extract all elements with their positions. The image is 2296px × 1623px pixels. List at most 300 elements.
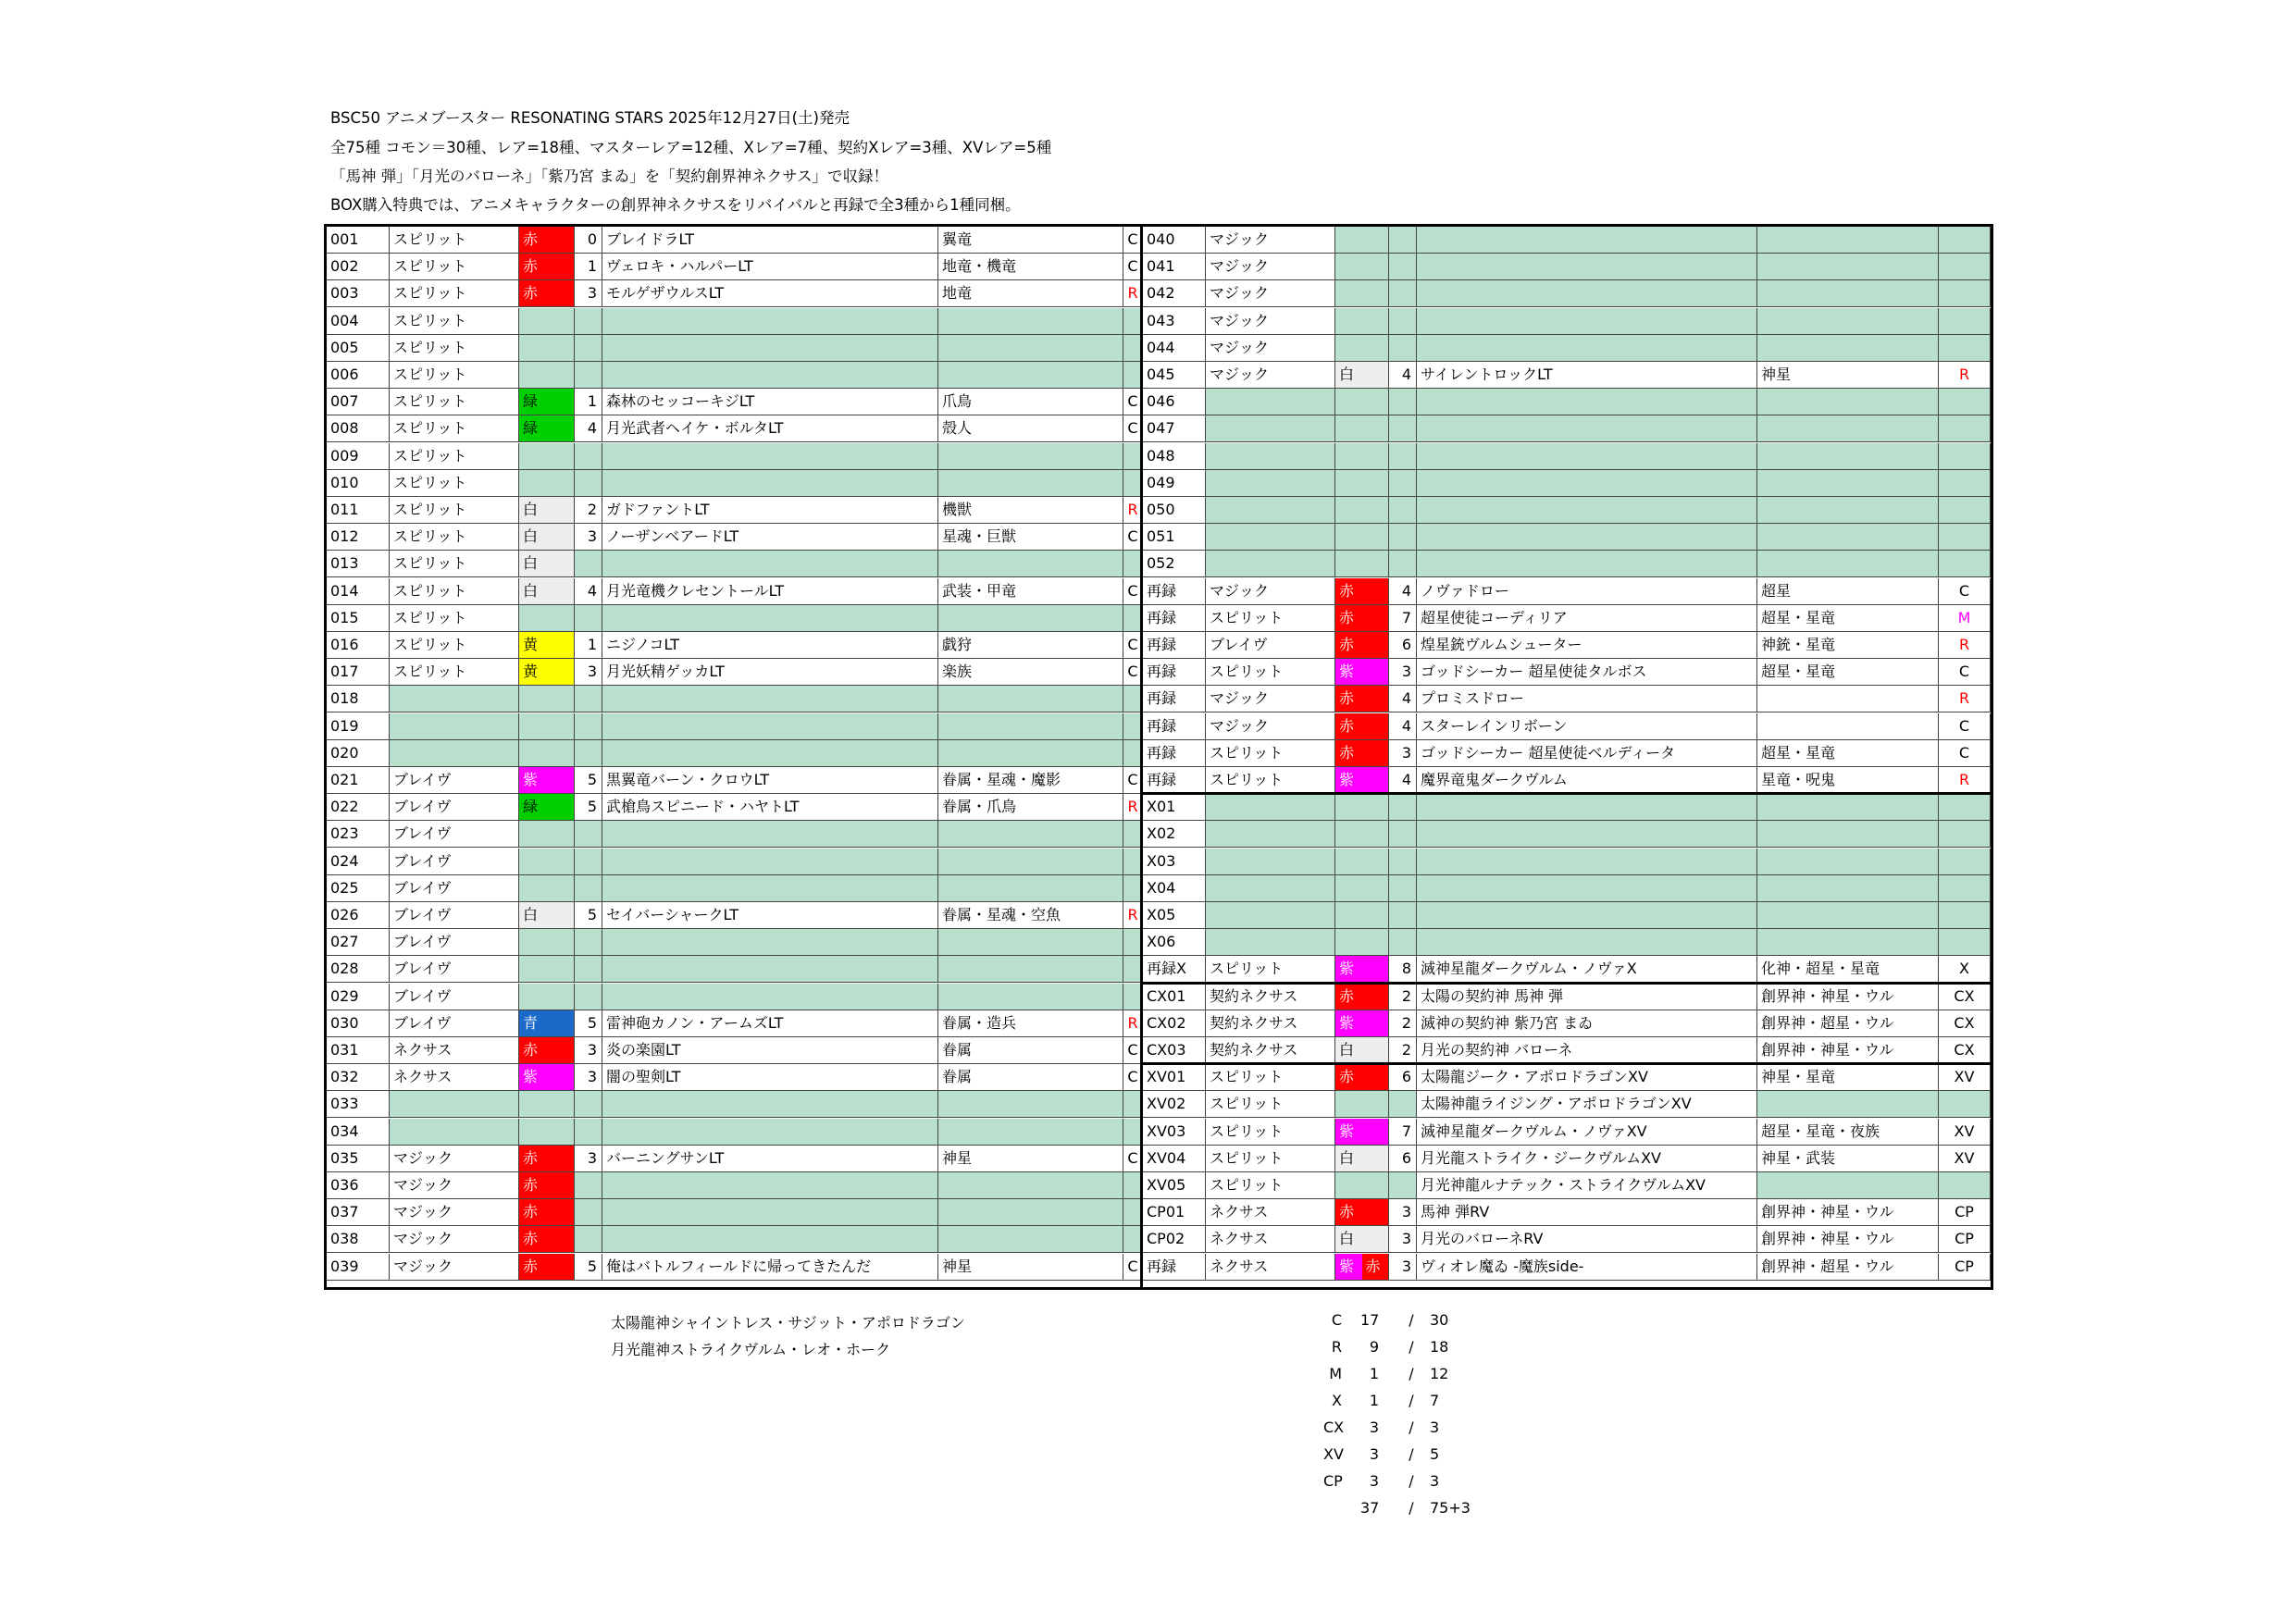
card-cost: [1389, 902, 1417, 929]
card-color: [519, 362, 575, 389]
card-type: スピリット: [390, 254, 519, 280]
card-number: 再録: [1143, 767, 1206, 794]
card-number: 052: [1143, 551, 1206, 577]
card-cost: [1389, 524, 1417, 551]
card-rarity: [1939, 551, 1991, 577]
card-type: マジック: [1206, 227, 1335, 254]
card-type: マジック: [390, 1226, 519, 1253]
card-name: [602, 470, 938, 497]
card-cost: [575, 1091, 602, 1118]
card-rarity: [1939, 443, 1991, 470]
card-rarity: C: [1123, 415, 1143, 442]
card-color: 赤: [519, 1254, 575, 1281]
card-name: [1417, 551, 1757, 577]
card-family: [1757, 551, 1939, 577]
card-cost: [575, 470, 602, 497]
card-rarity: R: [1123, 902, 1143, 929]
card-type: スピリット: [390, 551, 519, 577]
card-number: CX03: [1143, 1037, 1206, 1064]
card-number: X06: [1143, 929, 1206, 956]
card-color: 紫: [519, 767, 575, 794]
card-rarity: C: [1123, 1146, 1143, 1172]
card-family: 地竜・機竜: [938, 254, 1123, 280]
card-type: [1206, 821, 1335, 848]
card-name: ヴェロキ・ハルパーLT: [602, 254, 938, 280]
card-family: 眷属: [938, 1064, 1123, 1091]
card-cost: [1389, 875, 1417, 902]
card-type: [1206, 929, 1335, 956]
card-number: 043: [1143, 308, 1206, 335]
card-color-primary: 紫: [1335, 1254, 1362, 1280]
card-cost: 3: [575, 659, 602, 686]
card-name: [1417, 280, 1757, 307]
card-number: 044: [1143, 335, 1206, 362]
card-family: 超星・星竜・夜族: [1757, 1119, 1939, 1146]
card-name: [602, 605, 938, 632]
card-family: [1757, 280, 1939, 307]
group-divider: [1143, 1062, 1991, 1065]
card-family: [1757, 849, 1939, 875]
card-type: [1206, 497, 1335, 524]
card-name: 太陽神龍ライジング・アポロドラゴンXV: [1417, 1091, 1757, 1118]
card-cost: [1389, 280, 1417, 307]
card-color: [519, 605, 575, 632]
card-type: [1206, 849, 1335, 875]
card-type: マジック: [1206, 686, 1335, 712]
card-family: [938, 470, 1123, 497]
column-divider: [1140, 227, 1143, 1287]
card-name: [1417, 470, 1757, 497]
card-number: 再録: [1143, 713, 1206, 740]
card-name: プロミスドロー: [1417, 686, 1757, 712]
card-type: ブレイヴ: [390, 875, 519, 902]
card-rarity: C: [1123, 254, 1143, 280]
card-cost: [1389, 1091, 1417, 1118]
card-number: 再録: [1143, 605, 1206, 632]
card-family: 神星: [938, 1146, 1123, 1172]
card-rarity: [1939, 227, 1991, 254]
card-name: [602, 849, 938, 875]
card-rarity: CX: [1939, 1037, 1991, 1064]
card-number: 045: [1143, 362, 1206, 389]
card-color: 赤: [1335, 1199, 1389, 1226]
card-name: バーニングサンLT: [602, 1146, 938, 1172]
card-color: [519, 929, 575, 956]
card-number: 再録: [1143, 659, 1206, 686]
card-name: [602, 1119, 938, 1146]
card-name: 滅神の契約神 紫乃宮 まゐ: [1417, 1010, 1757, 1037]
card-type: スピリット: [390, 632, 519, 659]
card-number: 048: [1143, 443, 1206, 470]
card-color: 紫: [1335, 1010, 1389, 1037]
card-color: 赤: [1335, 686, 1389, 712]
card-name: ノーザンベアードLT: [602, 524, 938, 551]
card-color: [519, 1119, 575, 1146]
card-type: スピリット: [1206, 605, 1335, 632]
card-name: [1417, 335, 1757, 362]
card-name: [602, 551, 938, 577]
card-cost: 3: [575, 1064, 602, 1091]
card-color: [1335, 794, 1389, 821]
card-family: [1757, 335, 1939, 362]
card-color: 赤: [1335, 713, 1389, 740]
card-family: [938, 1172, 1123, 1199]
card-cost: 4: [1389, 362, 1417, 389]
card-cost: 3: [575, 524, 602, 551]
card-number: 017: [327, 659, 390, 686]
card-type: スピリット: [390, 308, 519, 335]
card-number: 009: [327, 443, 390, 470]
card-name: 闇の聖剣LT: [602, 1064, 938, 1091]
card-cost: [575, 740, 602, 767]
card-name: 超星使徒コーディリア: [1417, 605, 1757, 632]
card-cost: [1389, 929, 1417, 956]
card-cost: [575, 1199, 602, 1226]
tally-total: 7: [1430, 1392, 1440, 1409]
card-cost: [575, 551, 602, 577]
card-rarity: C: [1123, 578, 1143, 605]
card-cost: 5: [575, 1254, 602, 1281]
card-cost: [575, 929, 602, 956]
card-rarity: C: [1123, 1064, 1143, 1091]
card-rarity: C: [1123, 1037, 1143, 1064]
card-rarity: R: [1939, 362, 1991, 389]
card-cost: [575, 984, 602, 1010]
card-type: [1206, 389, 1335, 415]
tally-r: CX: [1323, 1419, 1345, 1436]
header-composition: 全75種 コモン＝30種、レア=18種、マスターレア=12種、Xレア=7種、契約Xレア=3種、XVレア=5種: [330, 139, 1052, 156]
card-family: 星竜・呪鬼: [1757, 767, 1939, 794]
card-rarity: C: [1123, 659, 1143, 686]
card-rarity: C: [1123, 524, 1143, 551]
card-name: 滅神星龍ダークヴルム・ノヴァXV: [1417, 1119, 1757, 1146]
card-name: 俺はバトルフィールドに帰ってきたんだ: [602, 1254, 938, 1281]
card-number: X04: [1143, 875, 1206, 902]
card-cost: 4: [575, 578, 602, 605]
card-name: [1417, 227, 1757, 254]
card-name: [602, 984, 938, 1010]
card-color: [1335, 443, 1389, 470]
card-color: 白: [519, 497, 575, 524]
tally-have: 3: [1369, 1445, 1379, 1463]
card-color: 紫: [1335, 1119, 1389, 1146]
card-cost: 3: [1389, 740, 1417, 767]
card-type: スピリット: [1206, 1119, 1335, 1146]
card-number: 013: [327, 551, 390, 577]
card-color: [1335, 308, 1389, 335]
card-name: [1417, 929, 1757, 956]
card-color: [519, 713, 575, 740]
card-family: [938, 362, 1123, 389]
card-name: 滅神星龍ダークヴルム・ノヴァX: [1417, 956, 1757, 983]
card-family: 爪鳥: [938, 389, 1123, 415]
card-cost: [575, 443, 602, 470]
card-cost: 4: [1389, 578, 1417, 605]
card-number: 029: [327, 984, 390, 1010]
card-name: [1417, 389, 1757, 415]
card-rarity: C: [1939, 578, 1991, 605]
card-type: マジック: [390, 1172, 519, 1199]
card-family: [938, 713, 1123, 740]
card-color: [1335, 1172, 1389, 1199]
card-color: 青: [519, 1010, 575, 1037]
card-cost: 4: [575, 415, 602, 442]
card-family: [938, 308, 1123, 335]
card-color: [519, 1091, 575, 1118]
card-rarity: XV: [1939, 1119, 1991, 1146]
card-type: [390, 686, 519, 712]
card-family: [938, 443, 1123, 470]
card-type: マジック: [1206, 578, 1335, 605]
card-number: 012: [327, 524, 390, 551]
card-name: 黒翼竜バーン・クロウLT: [602, 767, 938, 794]
card-number: 037: [327, 1199, 390, 1226]
card-rarity: R: [1123, 1010, 1143, 1037]
card-name: セイバーシャークLT: [602, 902, 938, 929]
card-cost: [1389, 794, 1417, 821]
card-cost: 4: [1389, 686, 1417, 712]
card-cost: 2: [1389, 1037, 1417, 1064]
card-name: 月光武者ヘイケ・ボルタLT: [602, 415, 938, 442]
card-color: 赤: [1335, 632, 1389, 659]
card-rarity: [1939, 875, 1991, 902]
card-name: 煌星銃ヴルムシューター: [1417, 632, 1757, 659]
card-cost: [575, 686, 602, 712]
tally-total: 18: [1430, 1338, 1449, 1356]
card-number: 007: [327, 389, 390, 415]
card-cost: 3: [575, 1037, 602, 1064]
tally-r: XV: [1323, 1445, 1344, 1463]
card-cost: [1389, 415, 1417, 442]
card-name: [602, 1226, 938, 1253]
card-family: [1757, 415, 1939, 442]
card-type: スピリット: [1206, 1172, 1335, 1199]
card-number: 034: [327, 1119, 390, 1146]
card-name: 炎の楽園LT: [602, 1037, 938, 1064]
card-cost: 0: [575, 227, 602, 254]
card-name: 馬神 弾RV: [1417, 1199, 1757, 1226]
card-color: 紫: [1335, 767, 1389, 794]
card-cost: [1389, 443, 1417, 470]
card-family: 眷属・星魂・空魚: [938, 902, 1123, 929]
card-color: 赤: [519, 227, 575, 254]
card-name: 雷神砲カノン・アームズLT: [602, 1010, 938, 1037]
tally-sep: /: [1409, 1392, 1414, 1409]
card-color: [1335, 821, 1389, 848]
card-family: [1757, 902, 1939, 929]
card-number: 019: [327, 713, 390, 740]
card-rarity: R: [1939, 686, 1991, 712]
card-color: [519, 956, 575, 983]
tally-sep: /: [1409, 1499, 1414, 1517]
card-rarity: C: [1939, 713, 1991, 740]
card-cost: [1389, 254, 1417, 280]
card-number: 033: [327, 1091, 390, 1118]
card-family: 星魂・巨獣: [938, 524, 1123, 551]
card-color: [1335, 335, 1389, 362]
card-type: マジック: [1206, 335, 1335, 362]
tally-r: C: [1331, 1311, 1342, 1329]
card-rarity: R: [1939, 767, 1991, 794]
card-color: 緑: [519, 389, 575, 415]
card-color: 黄: [519, 659, 575, 686]
card-cost: [575, 1226, 602, 1253]
card-type: スピリット: [390, 280, 519, 307]
card-name: [602, 1172, 938, 1199]
card-cost: 7: [1389, 605, 1417, 632]
card-family: [1757, 686, 1939, 712]
card-color: 赤: [1335, 740, 1389, 767]
card-type: マジック: [390, 1199, 519, 1226]
card-type: マジック: [390, 1254, 519, 1281]
card-color: 紫: [1335, 659, 1389, 686]
card-cost: 5: [575, 1010, 602, 1037]
card-color: [1335, 415, 1389, 442]
card-type: スピリット: [1206, 1091, 1335, 1118]
card-cost: 5: [575, 902, 602, 929]
card-type: スピリット: [1206, 1146, 1335, 1172]
card-cost: [1389, 821, 1417, 848]
card-number: CP01: [1143, 1199, 1206, 1226]
card-cost: 6: [1389, 632, 1417, 659]
card-name: [1417, 497, 1757, 524]
card-name: 月光神龍ルナテック・ストライクヴルムXV: [1417, 1172, 1757, 1199]
card-color: 赤: [519, 280, 575, 307]
card-number: CP02: [1143, 1226, 1206, 1253]
card-cost: 1: [575, 254, 602, 280]
card-number: 016: [327, 632, 390, 659]
card-name: [1417, 875, 1757, 902]
card-cost: 2: [1389, 1010, 1417, 1037]
card-number: 003: [327, 280, 390, 307]
card-family: 眷属・星魂・魔影: [938, 767, 1123, 794]
card-cost: 1: [575, 389, 602, 415]
card-cost: [575, 849, 602, 875]
card-rarity: [1939, 794, 1991, 821]
card-family: 眷属: [938, 1037, 1123, 1064]
header-title: BSC50 アニメブースター RESONATING STARS 2025年12月27日(土)発売: [330, 109, 850, 127]
tally-have: 1: [1369, 1392, 1379, 1409]
card-number: 039: [327, 1254, 390, 1281]
card-color: 赤: [519, 254, 575, 280]
card-color: [1335, 280, 1389, 307]
card-family: 超星: [1757, 578, 1939, 605]
card-type: [1206, 902, 1335, 929]
tally-sep: /: [1409, 1311, 1414, 1329]
tally-total: 3: [1430, 1419, 1440, 1436]
card-type: スピリット: [1206, 1064, 1335, 1091]
card-type: マジック: [1206, 308, 1335, 335]
card-color: [1335, 1091, 1389, 1118]
card-number: 035: [327, 1146, 390, 1172]
card-number: 再録X: [1143, 956, 1206, 983]
card-number: 005: [327, 335, 390, 362]
card-type: ブレイヴ: [390, 929, 519, 956]
card-cost: [1389, 849, 1417, 875]
card-color: 赤: [519, 1199, 575, 1226]
card-type: ネクサス: [1206, 1226, 1335, 1253]
card-cost: [575, 875, 602, 902]
card-color: 白: [519, 578, 575, 605]
card-number: 027: [327, 929, 390, 956]
card-number: 001: [327, 227, 390, 254]
card-color: 白: [1335, 1146, 1389, 1172]
card-name: [1417, 308, 1757, 335]
card-cost: [575, 308, 602, 335]
tally-have: 3: [1369, 1472, 1379, 1490]
card-color-secondary: 赤: [1362, 1254, 1389, 1280]
card-name: [602, 308, 938, 335]
card-family: [938, 1199, 1123, 1226]
card-type: [390, 1119, 519, 1146]
card-number: XV05: [1143, 1172, 1206, 1199]
note-line: 月光龍神ストライクヴルム・レオ・ホーク: [611, 1341, 891, 1358]
card-number: 再録: [1143, 686, 1206, 712]
card-number: 002: [327, 254, 390, 280]
card-number: 014: [327, 578, 390, 605]
card-family: 機獣: [938, 497, 1123, 524]
card-cost: 4: [1389, 713, 1417, 740]
card-color: 赤: [519, 1172, 575, 1199]
card-type: ネクサス: [1206, 1254, 1335, 1281]
card-number: CX01: [1143, 984, 1206, 1010]
card-type: ブレイヴ: [390, 794, 519, 821]
card-number: 038: [327, 1226, 390, 1253]
card-family: [1757, 794, 1939, 821]
card-color: [519, 849, 575, 875]
card-color: 白: [1335, 1226, 1389, 1253]
card-name: ブレイドラLT: [602, 227, 938, 254]
card-rarity: [1939, 524, 1991, 551]
card-type: スピリット: [390, 524, 519, 551]
card-color: [519, 740, 575, 767]
card-number: X01: [1143, 794, 1206, 821]
card-name: [602, 929, 938, 956]
card-color: 白: [1335, 362, 1389, 389]
card-family: [938, 551, 1123, 577]
card-name: [602, 956, 938, 983]
card-type: スピリット: [390, 415, 519, 442]
card-rarity: C: [1123, 389, 1143, 415]
card-rarity: [1939, 821, 1991, 848]
card-cost: [575, 605, 602, 632]
card-family: 超星・星竜: [1757, 659, 1939, 686]
card-color: 白: [519, 524, 575, 551]
card-color: 赤: [1335, 578, 1389, 605]
card-number: 050: [1143, 497, 1206, 524]
card-type: スピリット: [1206, 956, 1335, 983]
card-color: 黄: [519, 632, 575, 659]
card-number: 041: [1143, 254, 1206, 280]
card-number: 010: [327, 470, 390, 497]
card-rarity: C: [1939, 740, 1991, 767]
header-nexus-note: 「馬神 弾」「月光のバローネ」「紫乃宮 まゐ」を「契約創界神ネクサス」で収録！: [330, 167, 889, 185]
card-family: [1757, 1091, 1939, 1118]
card-rarity: [1939, 849, 1991, 875]
card-name: ゴッドシーカー 超星使徒タルボス: [1417, 659, 1757, 686]
card-number: XV02: [1143, 1091, 1206, 1118]
card-name: スターレインリボーン: [1417, 713, 1757, 740]
card-color: [519, 821, 575, 848]
card-number: 023: [327, 821, 390, 848]
card-type: [1206, 470, 1335, 497]
card-type: マジック: [1206, 713, 1335, 740]
card-cost: [1389, 497, 1417, 524]
card-family: 神星: [1757, 362, 1939, 389]
card-rarity: CP: [1939, 1254, 1991, 1281]
card-type: [1206, 551, 1335, 577]
card-name: [602, 686, 938, 712]
